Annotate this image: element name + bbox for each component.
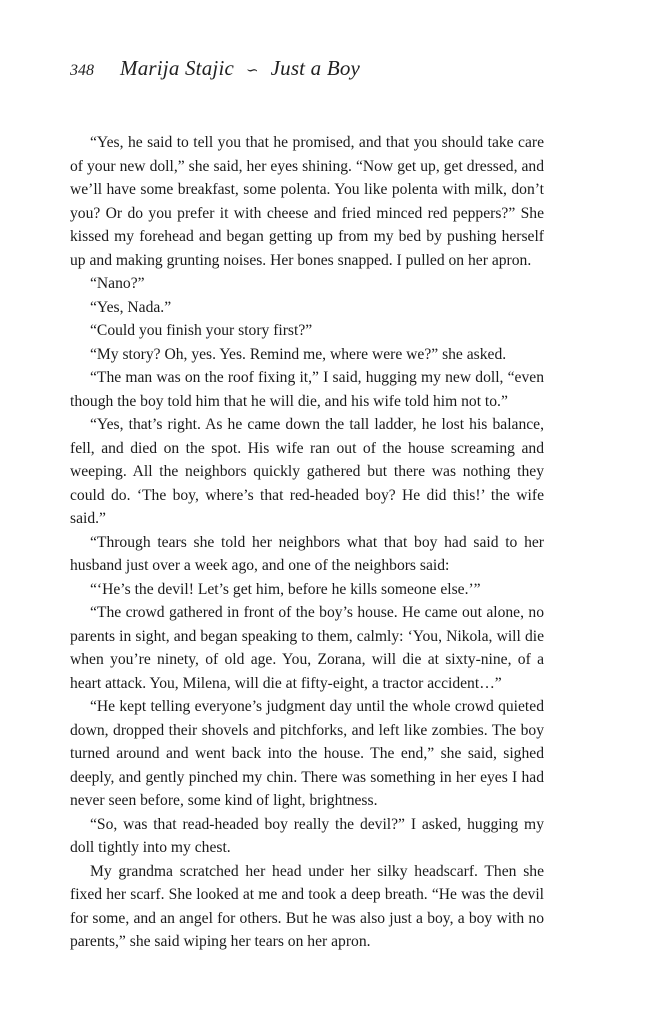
- paragraph: “The crowd gathered in front of the boy’s house. He came out alone, no parents in sight, and began speaking to them, calmly: ‘You, Nikola, will die when you’re ninety, of old age. You, Zorana, will die at sixty-nine, of a heart attack. You, Milena, will die at fifty-eight, a tractor accident…”: [70, 604, 544, 692]
- paragraph: “My story? Oh, yes. Yes. Remind me, where were we?” she asked.: [90, 345, 507, 363]
- paragraph: “Nano?”: [90, 275, 145, 292]
- paragraph: “So, was that read-headed boy really the devil?” I asked, hugging my doll tightly into my chest.: [70, 815, 544, 856]
- paragraph: “Yes, he said to tell you that he promised, and that you should take care of your new doll,” she said, her eyes shining. “Now get up, get dressed, and we’ll have some breakfast, some polenta. You like polenta with milk, don’t you? Or do you prefer it with cheese and fried minced red peppers?” She kissed my forehead and began getting up from my bed by pushing herself up and making grunting noises. Her bones snapped. I pulled on her apron.: [70, 134, 544, 269]
- paragraph: “He kept telling everyone’s judgment day until the whole crowd quieted down, dropped their shovels and pitchforks, and left like zombies. The boy turned around and went back into the house. The end,” she said, sighed deeply, and gently pinched my chin. There was something in her eyes I had never seen before, some kind of light, brightness.: [70, 698, 544, 809]
- paragraph: “Through tears she told her neighbors what that boy had said to her husband just over a week ago, and one of the neighbors said:: [70, 533, 544, 574]
- author-name: Marija Stajic: [120, 56, 235, 80]
- paragraph: “Yes, Nada.”: [90, 298, 172, 316]
- paragraph: “Could you finish your story first?”: [90, 322, 313, 339]
- paragraph: “The man was on the roof fixing it,” I said, hugging my new doll, “even though the boy told him that he will die, and his wife told him not to.”: [70, 369, 544, 410]
- paragraph: “‘He’s the devil! Let’s get him, before he kills someone else.’”: [90, 580, 481, 598]
- page-number: 348: [70, 62, 94, 79]
- running-header: [70, 56, 360, 86]
- body-text: [70, 131, 544, 954]
- paragraph: My grandma scratched her head under her silky headscarf. Then she fixed her scarf. She looked at me and took a deep breath. “He was the devil for some, and an angel for others. But he was also just a boy, a boy with no parents,” she said wiping her tears on her apron.: [70, 862, 544, 950]
- fleuron-ornament-icon: ∽: [246, 61, 259, 79]
- book-title: Just a Boy: [270, 56, 361, 80]
- paragraph: “Yes, that’s right. As he came down the tall ladder, he lost his balance, fell, and died on the spot. His wife ran out of the house screaming and weeping. All the neighbors quickly gathered but there was nothing they could do. ‘The boy, where’s that red-headed boy? He did this!’ the wife said.”: [70, 416, 544, 527]
